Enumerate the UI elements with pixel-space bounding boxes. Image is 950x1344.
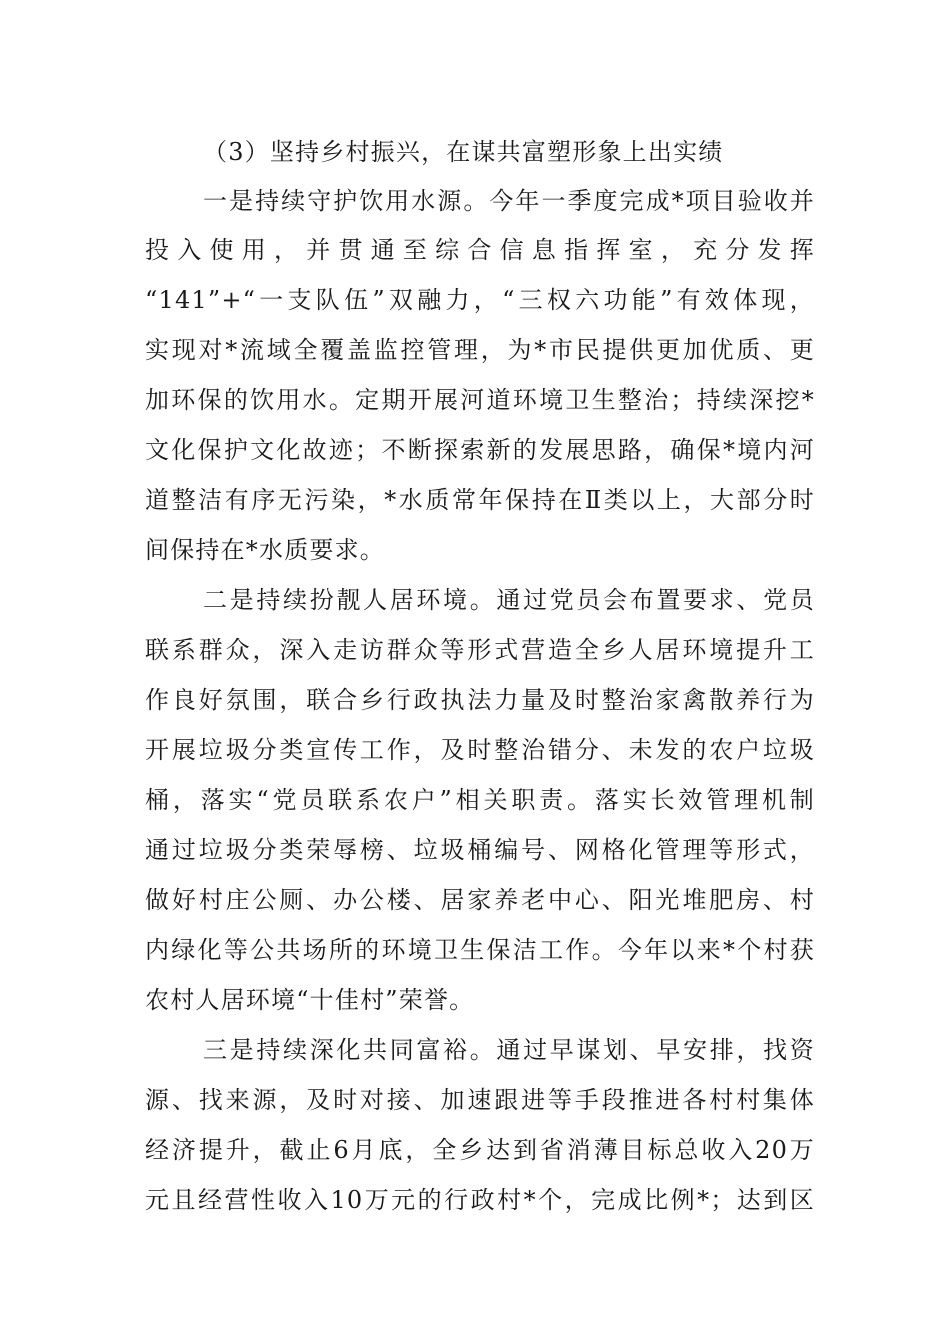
section-heading: （3）坚持乡村振兴，在谋共富塑形象上出实绩 (203, 138, 724, 166)
text-line: 桶，落实“党员联系农户”相关职责。落实长效管理机制 (145, 786, 815, 814)
text-line: 农村人居环境“十佳村”荣誉。 (145, 986, 475, 1014)
text-line: 实现对*流域全覆盖监控管理，为*市民提供更加优质、更 (145, 336, 815, 364)
text-line: 加环保的饮用水。定期开展河道环境卫生整治；持续深挖* (145, 386, 815, 414)
text-line: 联系群众，深入走访群众等形式营造全乡人居环境提升工 (145, 636, 815, 664)
text-line: 一是持续守护饮用水源。今年一季度完成*项目验收并 (203, 187, 815, 215)
text-line: 源、找来源，及时对接、加速跟进等手段推进各村村集体 (145, 1086, 815, 1114)
text-line: 作良好氛围，联合乡行政执法力量及时整治家禽散养行为 (145, 686, 815, 714)
text-line: 内绿化等公共场所的环境卫生保洁工作。今年以来*个村获 (145, 936, 815, 964)
text-line: 文化保护文化故迹；不断探索新的发展思路，确保*境内河 (145, 436, 815, 464)
text-line: 开展垃圾分类宣传工作，及时整治错分、未发的农户垃圾 (145, 736, 815, 764)
text-line: 二是持续扮靓人居环境。通过党员会布置要求、党员 (203, 586, 815, 614)
text-line: 道整洁有序无污染，*水质常年保持在Ⅱ类以上，大部分时 (145, 486, 815, 514)
text-line: 投入使用，并贯通至综合信息指挥室，充分发挥 (145, 236, 815, 264)
text-line: 经济提升，截止6月底，全乡达到省消薄目标总收入20万 (145, 1136, 815, 1164)
text-line: 间保持在*水质要求。 (145, 536, 385, 564)
text-line: 做好村庄公厕、办公楼、居家养老中心、阳光堆肥房、村 (145, 886, 815, 914)
text-line: “141”+“一支队伍”双融力，“三权六功能”有效体现， (145, 286, 815, 314)
text-line: 元且经营性收入10万元的行政村*个，完成比例*；达到区 (145, 1186, 815, 1214)
text-line: 三是持续深化共同富裕。通过早谋划、早安排，找资 (203, 1036, 815, 1064)
text-line: 通过垃圾分类荣辱榜、垃圾桶编号、网格化管理等形式， (145, 836, 815, 864)
